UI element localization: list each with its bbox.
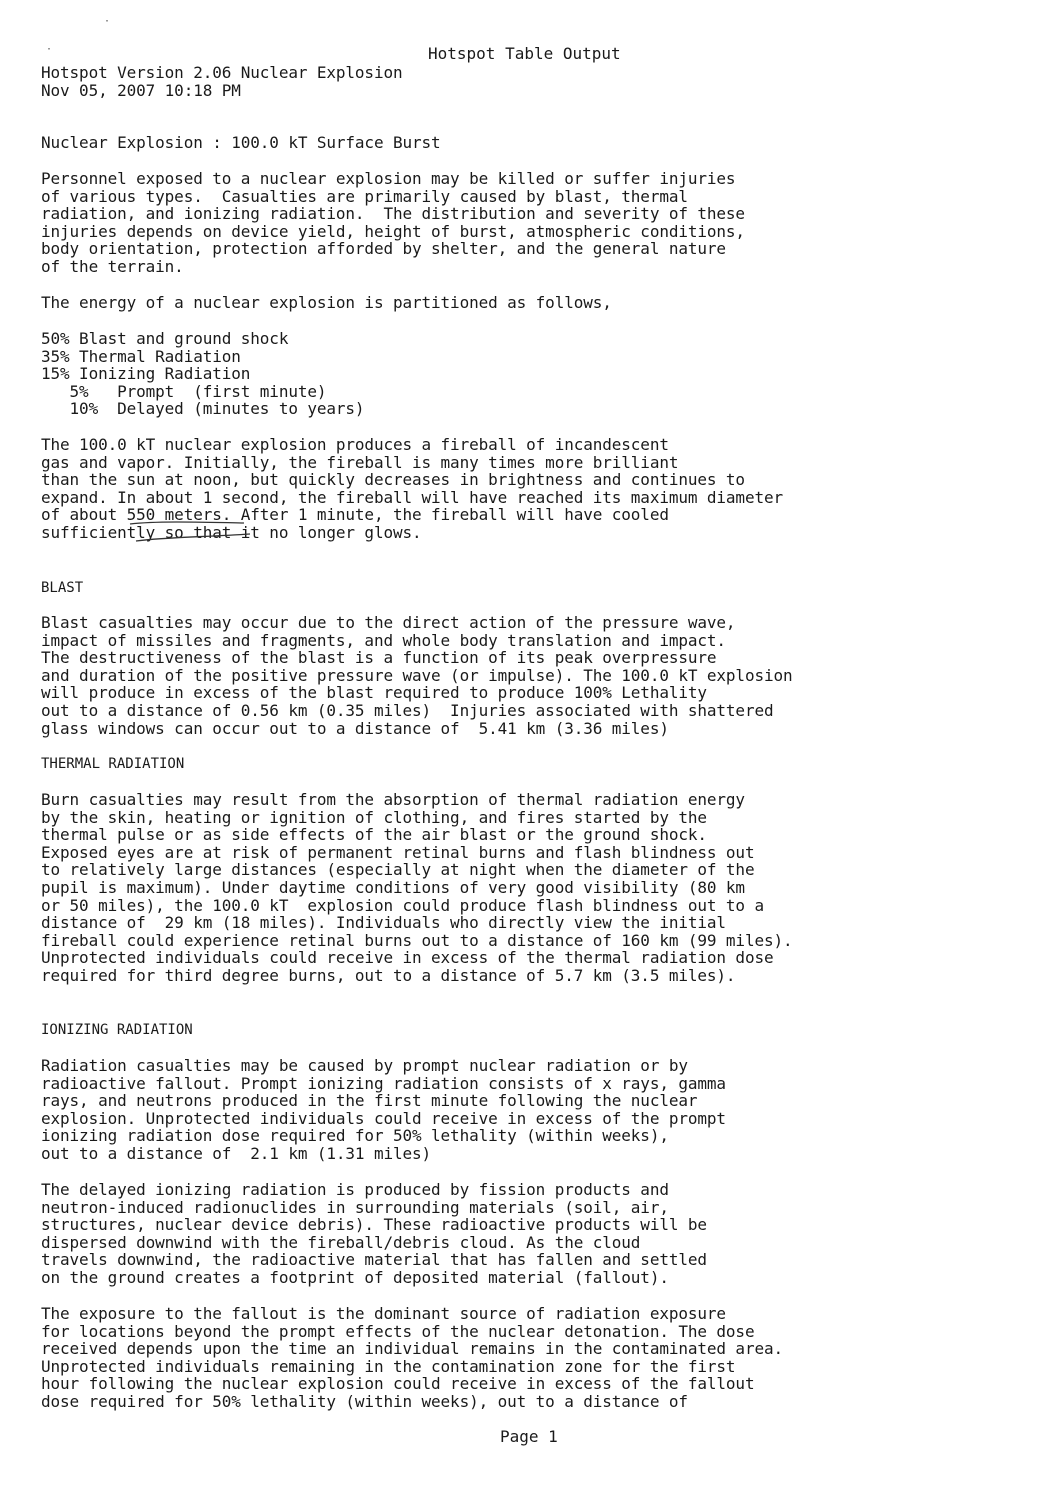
date-line: Nov 05, 2007 10:18 PM xyxy=(41,81,241,100)
scenario-line: Nuclear Explosion : 100.0 kT Surface Burst xyxy=(41,133,441,152)
energy-partition-list: 50% Blast and ground shock 35% Thermal Radiation 15% Ionizing Radiation 5% Prompt (first minute) 10% Delayed (minutes to years) xyxy=(41,329,365,419)
thermal-heading: THERMAL RADIATION xyxy=(41,756,185,772)
blast-heading: BLAST xyxy=(41,580,84,596)
fireball-paragraph: The 100.0 kT nuclear explosion produces a fireball of incandescent gas and vapor. Initially, the fireball is many times more brilliant than the sun at noon, but quickly decreases in brightness and continues to expand. In about 1 second, the fireball will have reached its maximum diameter of about 550 meters. After 1 minute, the fireball will have cooled sufficiently so that it no longer glows. xyxy=(41,435,783,542)
blast-paragraph: Blast casualties may occur due to the direct action of the pressure wave, impact of missiles and fragments, and whole body translation and impact. The destructiveness of the blast is a function of its peak overpressure and duration of the positive pressure wave (or impulse). The 100.0 kT explosion will produce in excess of the blast required to produce 100% Lethality out to a distance of 0.56 km (0.35 miles) Injuries associated with shattered glass windows can occur out to a distance of 5.41 km (3.36 miles) xyxy=(41,613,793,738)
thermal-paragraph: Burn casualties may result from the absorption of thermal radiation energy by the skin, heating or ignition of clothing, and fires started by the thermal pulse or as side effects of the air blast or the ground shock. Exposed eyes are at risk of permanent retinal burns and flash blindness out to relatively large distances (especially at night when the diameter of the pupil is maximum). Under daytime conditions of very good visibility (80 km or 50 miles), the 100.0 kT explosion could produce flash blindness out to a distance of 29 km (18 miles). Individuals who directly view the initial fireball could experience retinal burns out to a distance of 160 km (99 miles). Unprotected individuals could receive in excess of the thermal radiation dose required for third degree burns, out to a distance of 5.7 km (3.5 miles). xyxy=(41,790,793,985)
ionizing-paragraph-fallout: The exposure to the fallout is the dominant source of radiation exposure for locations beyond the prompt effects of the nuclear detonation. The dose received depends upon the time an individual remains in the contaminated area. Unprotected individuals remaining in the contamination zone for the first hour following the nuclear explosion could receive in excess of the fallout dose required for 50% lethality (within weeks), out to a distance of xyxy=(41,1304,783,1411)
ionizing-paragraph-prompt: Radiation casualties may be caused by prompt nuclear radiation or by radioactive fallout. Prompt ionizing radiation consists of x rays, gamma rays, and neutrons produced in the first minute following the nuclear explosion. Unprotected individuals could receive in excess of the prompt ionizing radiation dose required for 50% lethality (within weeks), out to a distance of 2.1 km (1.31 miles) xyxy=(41,1056,726,1163)
intro-paragraph: Personnel exposed to a nuclear explosion may be killed or suffer injuries of various types. Casualties are primarily caused by blast, thermal radiation, and ionizing radiation. The distribution and severity of these injuries depends on device yield, height of burst, atmospheric conditions, body orientation, protection afforded by shelter, and the general nature of the terrain. xyxy=(41,169,745,276)
page-number: Page 1 xyxy=(500,1427,558,1446)
scan-speck: · xyxy=(46,44,53,55)
partition-intro: The energy of a nuclear explosion is partitioned as follows, xyxy=(41,293,612,312)
handwritten-underline xyxy=(126,519,256,545)
ionizing-heading: IONIZING RADIATION xyxy=(41,1022,193,1038)
ionizing-paragraph-delayed: The delayed ionizing radiation is produced by fission products and neutron-induced radionuclides in surrounding materials (soil, air, structures, nuclear device debris). These radioactive products will be dispersed downwind with the fireball/debris cloud. As the cloud travels downwind, the radioactive material that has fallen and settled on the ground creates a footprint of deposited material (fallout). xyxy=(41,1180,707,1287)
scan-speck: · xyxy=(104,16,111,27)
version-line: Hotspot Version 2.06 Nuclear Explosion xyxy=(41,63,403,82)
table-title: Hotspot Table Output xyxy=(428,44,621,63)
